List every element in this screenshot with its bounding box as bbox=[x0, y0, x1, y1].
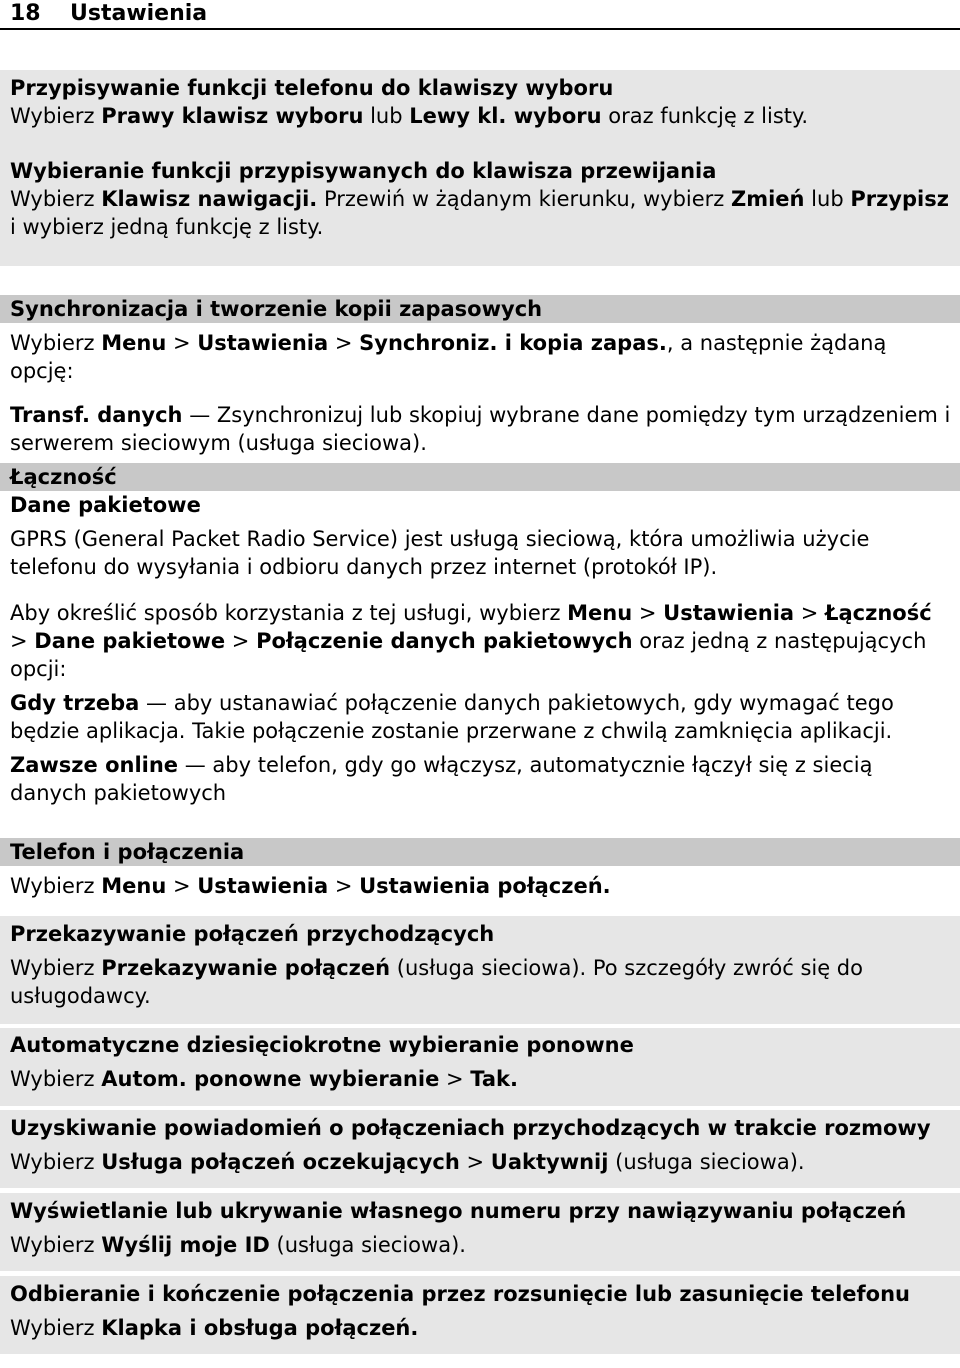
heading-connectivity: Łączność bbox=[10, 465, 117, 489]
flip-instructions: Wybierz Klapka i obsługa połączeń. bbox=[10, 1316, 419, 1340]
page-title: Ustawienia bbox=[70, 1, 208, 26]
section-call-waiting bbox=[10, 1114, 955, 1176]
section-keys bbox=[10, 74, 955, 130]
heading-caller-id: Wyświetlanie lub ukrywanie własnego numeru przy nawiązywaniu połączeń bbox=[10, 1199, 907, 1223]
section-phone bbox=[10, 838, 955, 900]
heading-forwarding: Przekazywanie połączeń przychodzących bbox=[10, 922, 495, 946]
heading-redial: Automatyczne dziesięciokrotne wybieranie ponowne bbox=[10, 1033, 634, 1057]
page-number: 18 bbox=[10, 1, 41, 26]
section-redial bbox=[10, 1031, 955, 1093]
assign-option: Przypisz bbox=[850, 187, 949, 211]
sync-option-transfer: Transf. danych — Zsynchronizuj lub skopiuj wybrane dane pomiędzy tym urządzeniem i serwerem sieciowym (usługa sieciowa). bbox=[10, 403, 951, 455]
section-sync bbox=[10, 295, 955, 457]
left-key-option: Lewy kl. wyboru bbox=[409, 104, 602, 128]
gprs-description: GPRS (General Packet Radio Service) jest usługą sieciową, która umożliwia użycie telefonu do wysyłania i odbioru danych przez internet (protokół IP). bbox=[10, 527, 870, 579]
option-when-needed: Gdy trzeba — aby ustanawiać połączenie danych pakietowych, gdy wymagać tego będzie aplikacja. Takie połączenie zostanie przerwane z chwilą zamknięcia aplikacji. bbox=[10, 691, 894, 743]
right-key-option: Prawy klawisz wyboru bbox=[101, 104, 364, 128]
section-flip bbox=[10, 1280, 955, 1342]
forwarding-instructions: Wybierz Przekazywanie połączeń (usługa sieciowa). Po szczegóły zwróć się do usługodawcy. bbox=[10, 956, 863, 1008]
section-caller-id bbox=[10, 1197, 955, 1259]
heading-call-waiting: Uzyskiwanie powiadomień o połączeniach przychodzących w trakcie rozmowy bbox=[10, 1116, 931, 1140]
heading-nav-key: Wybieranie funkcji przypisywanych do klawisza przewijania bbox=[10, 159, 717, 183]
sync-instructions: Wybierz Menu > Ustawienia > Synchroniz. i kopia zapas., a następnie żądaną opcję: bbox=[10, 331, 887, 383]
heading-sync: Synchronizacja i tworzenie kopii zapasowych bbox=[10, 297, 543, 321]
heading-key-assignment: Przypisywanie funkcji telefonu do klawiszy wyboru bbox=[10, 76, 614, 100]
call-waiting-instructions: Wybierz Usługa połączeń oczekujących > Uaktywnij (usługa sieciowa). bbox=[10, 1150, 805, 1174]
nav-instructions: Wybierz Klawisz nawigacji. Przewiń w żądanym kierunku, wybierz Zmień lub Przypisz i wybierz jedną funkcję z listy. bbox=[10, 187, 949, 239]
heading-packet-data: Dane pakietowe bbox=[10, 493, 201, 517]
redial-instructions: Wybierz Autom. ponowne wybieranie > Tak. bbox=[10, 1067, 518, 1091]
section-nav bbox=[10, 157, 955, 241]
heading-phone-calls: Telefon i połączenia bbox=[10, 840, 245, 864]
option-always-online: Zawsze online — aby telefon, gdy go włączysz, automatycznie łączył się z siecią danych pakietowych bbox=[10, 753, 873, 805]
caller-id-instructions: Wybierz Wyślij moje ID (usługa sieciowa). bbox=[10, 1233, 466, 1257]
heading-flip: Odbieranie i kończenie połączenia przez rozsunięcie lub zasunięcie telefonu bbox=[10, 1282, 911, 1306]
packet-instructions: Aby określić sposób korzystania z tej usługi, wybierz Menu > Ustawienia > Łączność > Dane pakietowe > Połączenie danych pakietowych oraz jedną z następujących opcji: bbox=[10, 601, 932, 681]
page-header bbox=[0, 0, 960, 30]
keys-instructions: Wybierz Prawy klawisz wyboru lub Lewy kl. wyboru oraz funkcję z listy. bbox=[10, 104, 809, 128]
phone-instructions: Wybierz Menu > Ustawienia > Ustawienia połączeń. bbox=[10, 874, 611, 898]
section-forwarding bbox=[10, 920, 955, 1010]
change-option: Zmień bbox=[731, 187, 805, 211]
section-connectivity bbox=[10, 463, 955, 807]
nav-key-option: Klawisz nawigacji. bbox=[101, 187, 318, 211]
